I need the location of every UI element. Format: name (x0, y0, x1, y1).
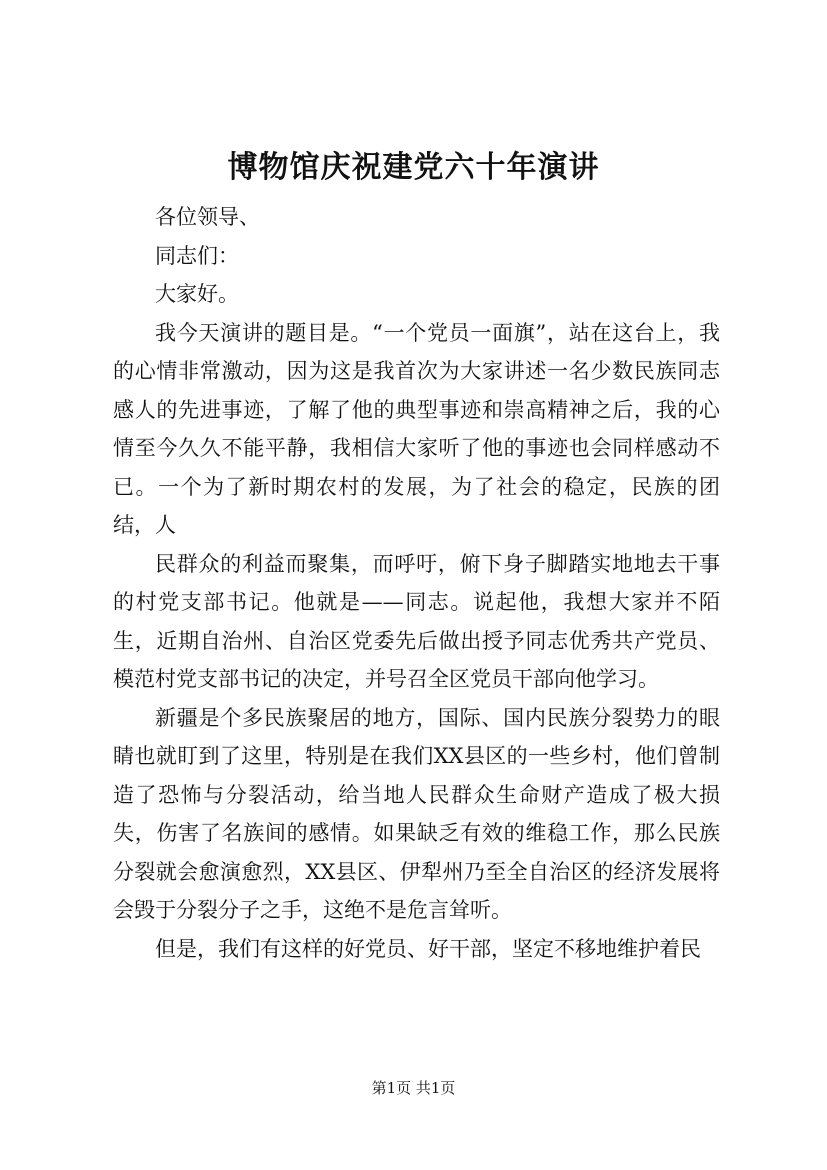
paragraph-but: 但是，我们有这样的好党员、好干部，坚定不移地维护着民 (155, 936, 701, 961)
document-body (113, 198, 720, 968)
salutation-comrades: 同志们： (155, 243, 239, 268)
document-title: 博物馆庆祝建党六十年演讲 (227, 150, 600, 185)
paragraph-intro: 我今天演讲的题目是。“一个党员一面旗”，站在这台上，我的心情非常激动，因为这是我首次为大家讲述一名少数民族同志感人的先进事迹，了解了他的典型事迹和崇高精神之后，我的心情至今久久不能平静，我相信大家听了他的事迹也会同样感动不已。一个为了新时期农村的发展，为了社会的稳定，民族的团结，人 (113, 320, 720, 537)
salutation-leaders: 各位领导、 (155, 205, 260, 229)
greeting: 大家好。 (155, 282, 239, 306)
paragraph-secretary: 民群众的利益而聚集，而呼吁，俯下身子脚踏实地地去干事的村党支部书记。他就是——同志。说起他，我想大家并不陌生，近期自治州、自治区党委先后做出授予同志优秀共产党员、模范村党支部书记的决定，并号召全区党员干部向他学习。 (113, 551, 720, 691)
paragraph-xinjiang: 新疆是个多民族聚居的地方，国际、国内民族分裂势力的眼睛也就盯到了这里，特别是在我们XX县区的一些乡村，他们曾制造了恐怖与分裂活动，给当地人民群众生命财产造成了极大损失，伤害了名族间的感情。如果缺乏有效的维稳工作，那么民族分裂就会愈演愈烈，XX县区、伊犁州乃至全自治区的经济发展将会毁于分裂分子之手，这绝不是危言耸听。 (113, 705, 720, 922)
page-number-footer: 第1页 共1页 (371, 1079, 456, 1097)
